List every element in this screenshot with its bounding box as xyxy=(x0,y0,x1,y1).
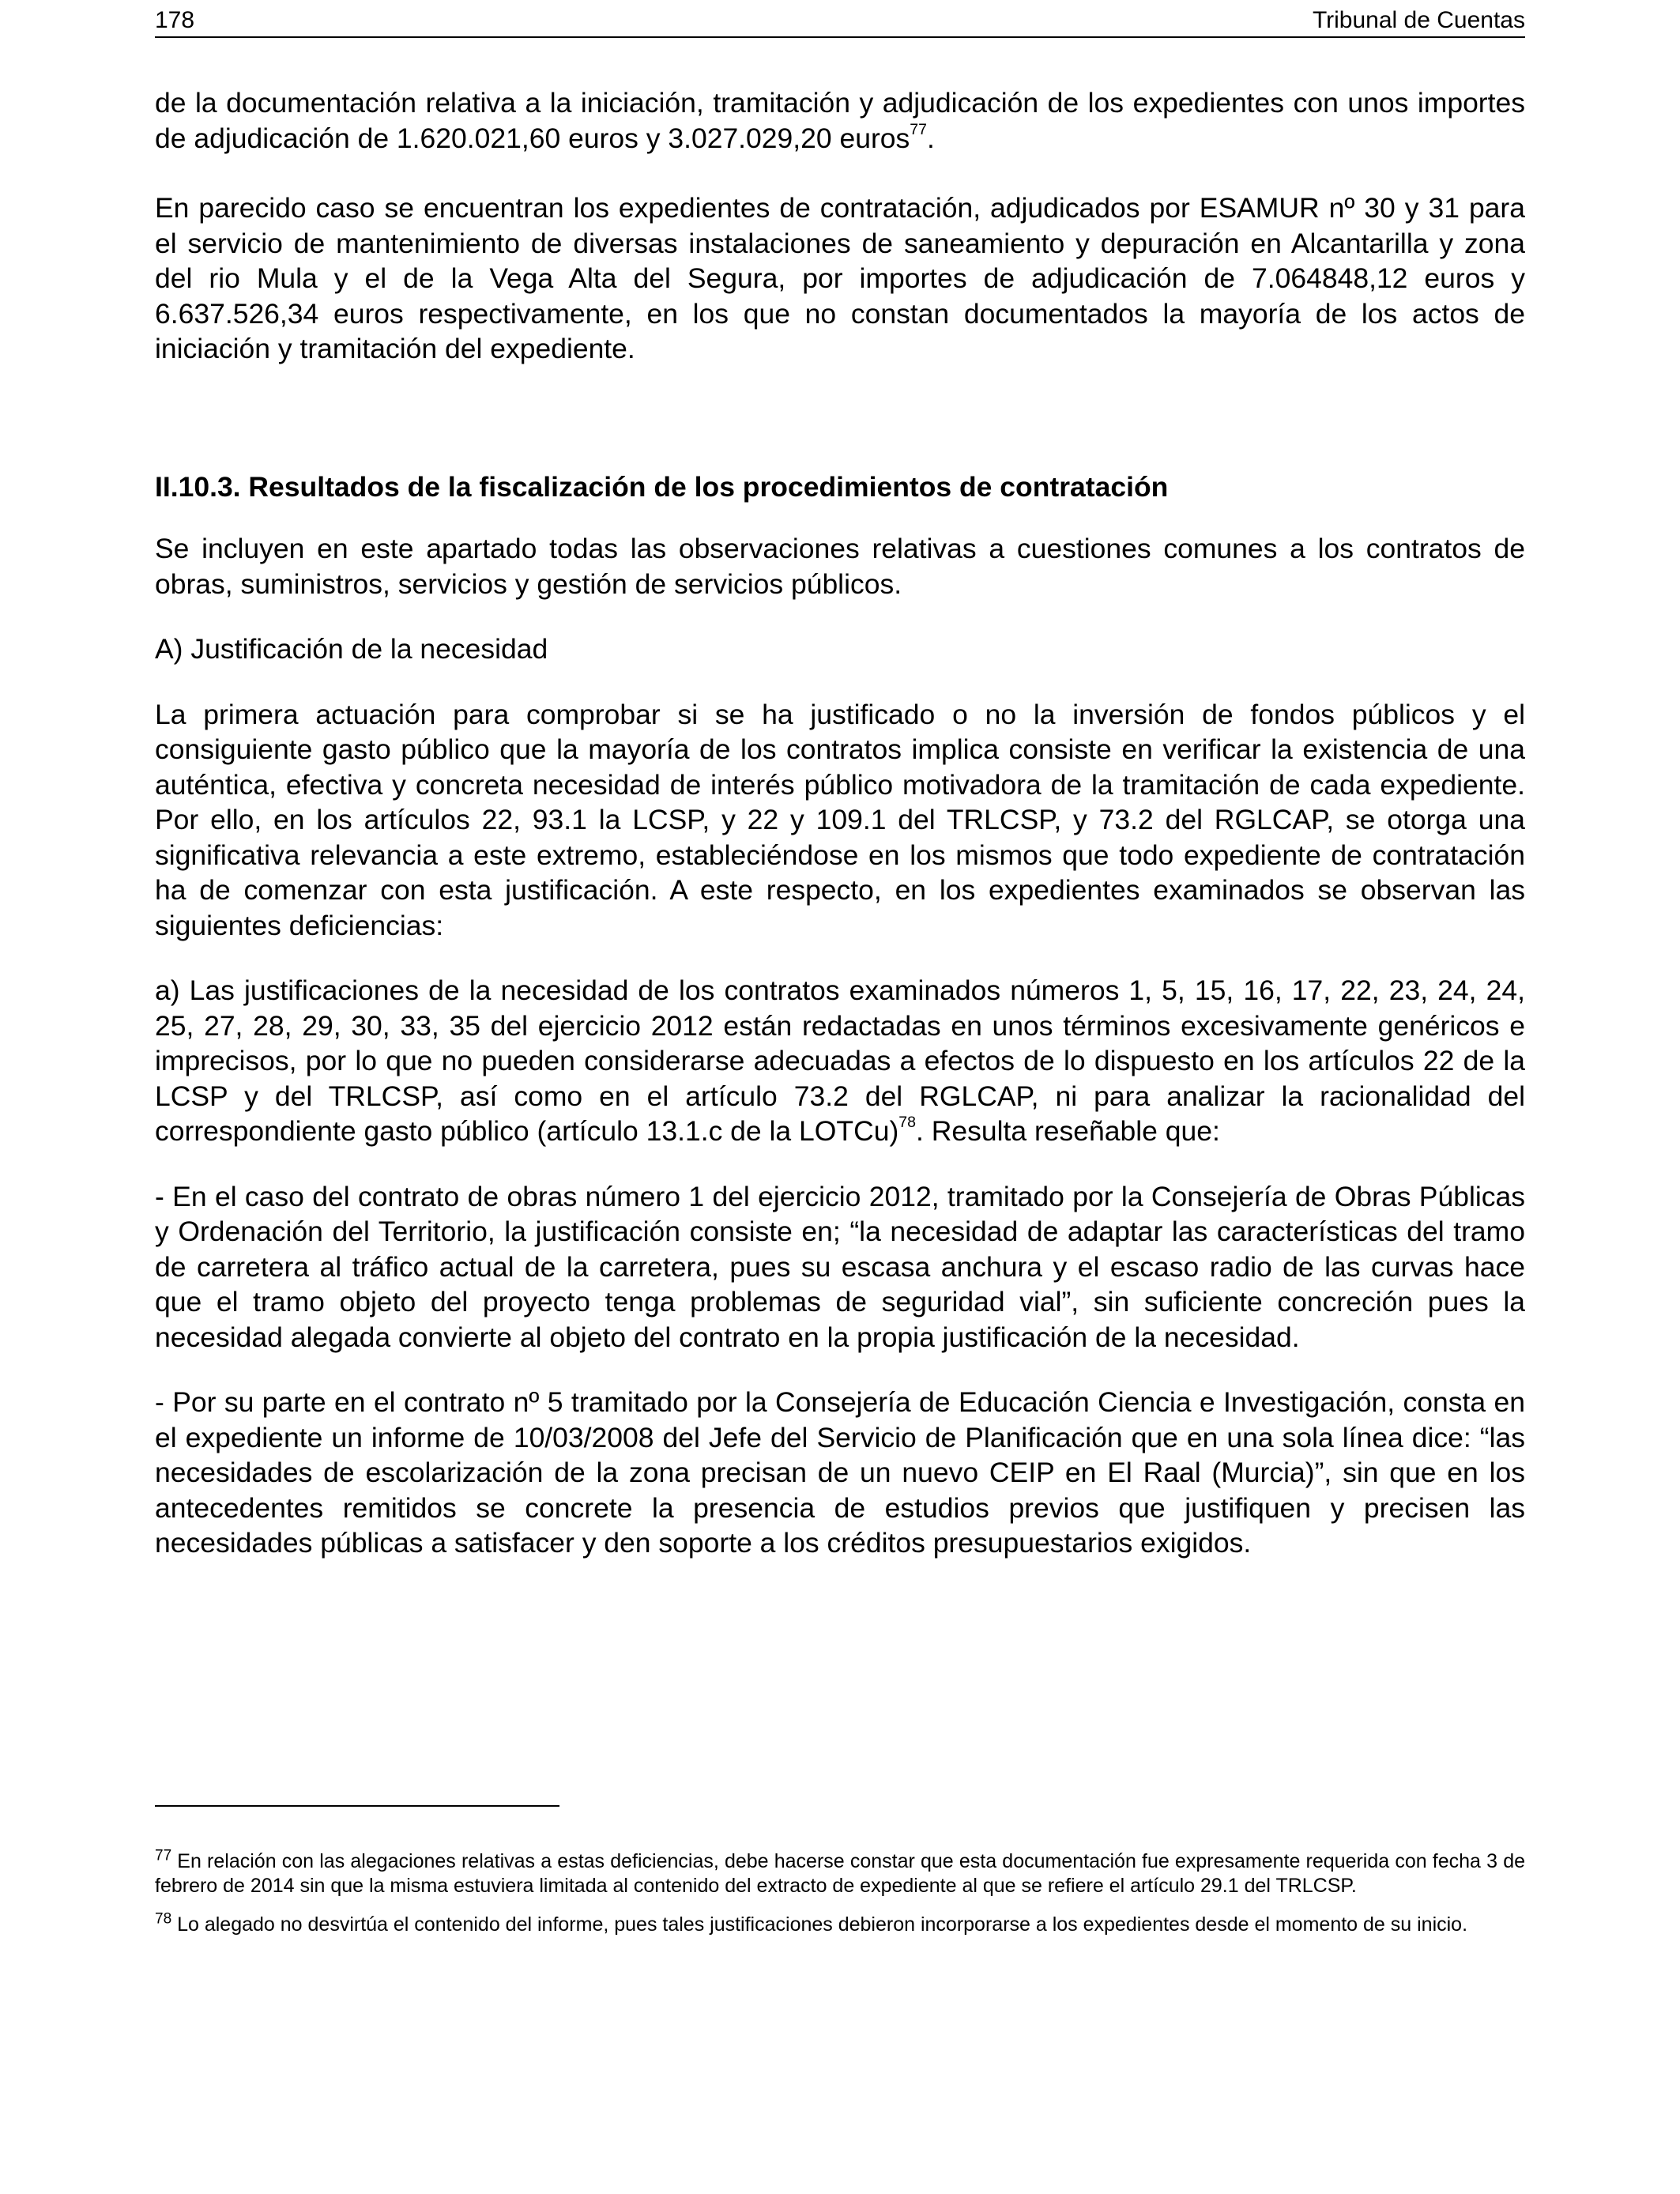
footnote-78: $^{78}$ Lo alegado no desvirtúa el contenido del informe, pues tales justificaciones debieron incorporarse a los expedientes desde el momento de su inicio. xyxy=(155,1910,1468,1936)
paragraph-deficiencies: a) Las justificaciones de la necesidad de los contratos examinados números 1, 5, 15, 16, 17, 22, 23, 24, 24, 25, 27, 28, 29, 30, 33, 35 del ejercicio 2012 están redactadas en unos términos excesivamente genéricos e imprecisos, por lo que no pueden considerarse adecuadas a efectos de lo dispuesto en los artículos 22 de la LCSP y del TRLCSP, así como en el artículo 73.2 del RGLCAP, ni para analizar la racionalidad del correspondiente gasto público (artículo 13.1.c de la LOTCu)$^{78}$. Resulta reseñable que: xyxy=(155,974,1525,1147)
footnote-ref-77[interactable]: 77 xyxy=(910,120,928,138)
paragraph-continuation: de la documentación relativa a la iniciación, tramitación y adjudicación de los expedientes con unos importes de adjudicación de 1.620.021,60 euros y 3.027.029,20 euros$^{77}$. xyxy=(155,87,1525,154)
subsection-heading: A) Justificación de la necesidad xyxy=(155,633,548,665)
footnote-mark: 77 xyxy=(155,1847,172,1864)
footnote-mark: 78 xyxy=(155,1910,172,1928)
footnote-separator xyxy=(155,1805,559,1807)
paragraph-justification: La primera actuación para comprobar si se ha justificado o no la inversión de fondos públicos y el consiguiente gasto público que la mayoría de los contratos implica consiste en verificar la existencia de una auténtica, efectiva y concreta necesidad de interés público motivadora de la tramitación de cada expediente. Por ello, en los artículos 22, 93.1 la LCSP, y 22 y 109.1 del TRLCSP, y 73.2 del RGLCAP, se otorga una significativa relevancia a este extremo, estableciéndose en los mismos que todo expediente de contratación ha de comenzar con esta justificación. A este respecto, en los expedientes examinados se observan las siguientes deficiencias: xyxy=(155,698,1525,941)
document-page xyxy=(155,0,1525,2194)
paragraph-contract-1: - En el caso del contrato de obras número 1 del ejercicio 2012, tramitado por la Consejería de Obras Públicas y Ordenación del Territorio, la justificación consiste en; “la necesidad de adaptar las características del tramo de carretera al tráfico actual de la carretera, pues su escasa anchura y el escaso radio de las curvas hace que el tramo objeto del proyecto tenga problemas de seguridad vial”, sin suficiente concreción pues la necesidad alegada convierte al objeto del contrato en la propia justificación de la necesidad. xyxy=(155,1180,1525,1353)
document-body xyxy=(155,85,1525,1561)
footnote-77: $^{77}$ En relación con las alegaciones relativas a estas deficiencias, debe hacerse constar que esta documentación fue expresamente requerida con fecha 3 de febrero de 2014 sin que la misma estuviera limitada al contenido del extracto de expediente al que se refiere el artículo 29.1 del TRLCSP. xyxy=(155,1847,1525,1897)
page-header xyxy=(155,5,1525,38)
publisher-name: Tribunal de Cuentas xyxy=(1312,7,1525,33)
footnotes xyxy=(155,1849,1525,1937)
footnote-ref-78[interactable]: 78 xyxy=(898,1114,916,1132)
paragraph-esamur: En parecido caso se encuentran los expedientes de contratación, adjudicados por ESAMUR nº 30 y 31 para el servicio de mantenimiento de diversas instalaciones de saneamiento y depuración en Alcantarilla y zona del rio Mula y el de la Vega Alta del Segura, por importes de adjudicación de 7.064848,12 euros y 6.637.526,34 euros respectivamente, en los que no constan documentados la mayoría de los actos de iniciación y tramitación del expediente. xyxy=(155,192,1525,364)
paragraph-contract-5: - Por su parte en el contrato nº 5 tramitado por la Consejería de Educación Ciencia e Investigación, consta en el expediente un informe de 10/03/2008 del Jefe del Servicio de Planificación que en una sola línea dice: “las necesidades de escolarización de la zona precisan de un nuevo CEIP en El Raal (Murcia)”, sin que en los antecedentes remitidos se concrete la presencia de estudios previos que justifiquen y precisen las necesidades públicas a satisfacer y den soporte a los créditos presupuestarios exigidos. xyxy=(155,1386,1525,1559)
page-number: 178 xyxy=(155,7,195,33)
section-heading: II.10.3. Resultados de la fiscalización de los procedimientos de contratación xyxy=(155,470,1169,503)
paragraph-intro: Se incluyen en este apartado todas las observaciones relativas a cuestiones comunes a los contratos de obras, suministros, servicios y gestión de servicios públicos. xyxy=(155,533,1525,600)
